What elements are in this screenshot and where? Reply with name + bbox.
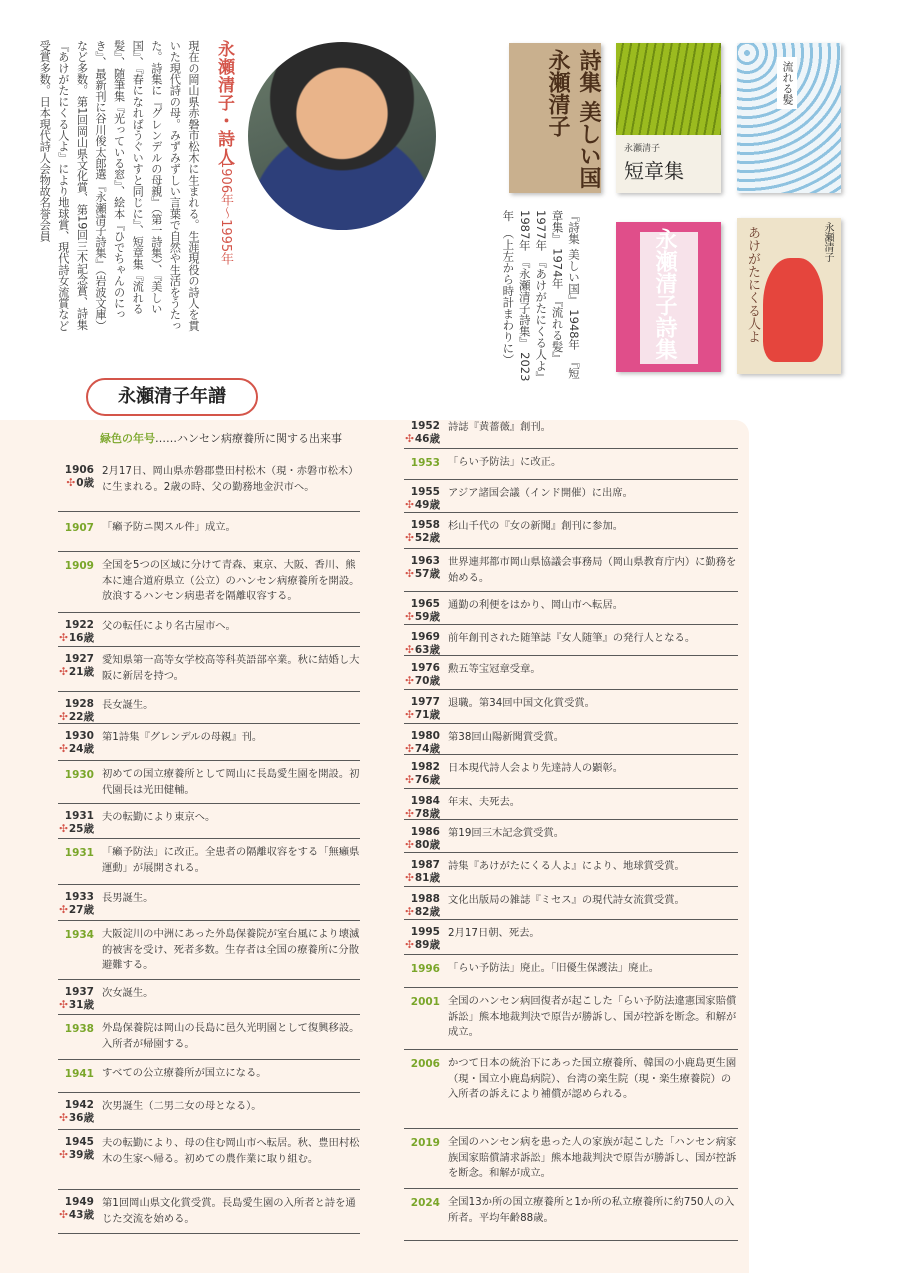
- year-text: 1987: [410, 859, 440, 871]
- age-text: ✣ 89歳: [404, 939, 440, 952]
- age-text: ✣ 82歳: [404, 906, 440, 919]
- timeline-year: [58, 560, 94, 573]
- event-text: 退職。第34回中国文化賞受賞。: [448, 697, 595, 709]
- book-cover-title: あけがたにくる人よ: [745, 226, 760, 343]
- timeline-year: [58, 769, 94, 782]
- year-text: 1927: [64, 653, 94, 665]
- timeline-year: [404, 996, 440, 1009]
- event-text: 次男誕生（二男二女の母となる）。: [102, 1100, 262, 1112]
- event-text: 「らい予防法」に改正。: [448, 456, 562, 468]
- timeline-year: [58, 730, 94, 756]
- age-text: ✣ 39歳: [58, 1149, 94, 1162]
- timeline-row: [58, 984, 360, 1015]
- event-text: 全国13か所の国立療養所と1か所の私立療養所に約750人の入所者。平均年齢88歳。: [448, 1196, 735, 1224]
- book-cover-nagareru-kami: [737, 43, 841, 193]
- timeline-row: [58, 696, 360, 724]
- year-text: 1930: [64, 769, 94, 781]
- year-text: 1931: [64, 810, 94, 822]
- year-text: 2001: [410, 996, 440, 1008]
- event-text: 「癩予防法」に改正。全患者の隔離収容をする「無癩県運動」が展開される。: [102, 846, 360, 874]
- timeline-year: [404, 598, 440, 624]
- bio-years: 1906年〜1995年: [218, 160, 233, 266]
- event-text: 長男誕生。: [102, 892, 154, 904]
- timeline-row: [404, 959, 738, 988]
- timeline-row: [58, 556, 360, 613]
- timeline-row: [404, 553, 738, 592]
- timeline-year: [404, 826, 440, 852]
- year-text: 1976: [410, 662, 440, 674]
- book-cover-title: 短章集: [624, 159, 684, 183]
- timeline-year: [404, 926, 440, 952]
- timeline-row: [404, 596, 738, 625]
- timeline-row: [58, 889, 360, 921]
- age-text: ✣ 52歳: [404, 532, 440, 545]
- event-text: 年末、夫死去。: [448, 796, 521, 808]
- timeline-year: [58, 619, 94, 645]
- event-text: 父の転任により名古屋市へ。: [102, 620, 236, 632]
- year-text: 1986: [410, 826, 440, 838]
- event-text: 長女誕生。: [102, 699, 154, 711]
- timeline-row: [58, 651, 360, 692]
- timeline-year: [58, 810, 94, 836]
- timeline-row: [58, 925, 360, 980]
- year-text: 1906: [64, 464, 94, 476]
- timeline-year: [404, 1058, 440, 1071]
- timeline-year: [404, 730, 440, 756]
- timeline-row: [58, 1134, 360, 1190]
- timeline-year: [58, 698, 94, 724]
- event-text: 外島保養院は岡山の長島に邑久光明園として復興移設。入所者が帰園する。: [102, 1022, 360, 1050]
- timeline-row: [58, 1064, 360, 1093]
- year-text: 1933: [64, 891, 94, 903]
- event-text: すべての公立療養所が国立になる。: [102, 1067, 267, 1079]
- timeline-row: [404, 1193, 738, 1241]
- event-text: 文化出版局の雑誌『ミセス』の現代詩女流賞受賞。: [448, 894, 685, 906]
- year-text: 1996: [410, 963, 440, 975]
- timeline-year: [404, 420, 440, 446]
- year-text: 1941: [64, 1068, 94, 1080]
- year-text: 1934: [64, 929, 94, 941]
- timeline-row: [404, 484, 738, 513]
- timeline-year: [404, 1137, 440, 1150]
- timeline-year: [58, 1136, 94, 1162]
- age-text: ✣ 27歳: [58, 904, 94, 917]
- year-text: 1949: [64, 1196, 94, 1208]
- age-text: ✣ 46歳: [404, 433, 440, 446]
- timeline-row: [58, 843, 360, 885]
- timeline-year: [404, 662, 440, 688]
- timeline-year: [58, 464, 94, 490]
- event-text: 「らい予防法」廃止。「旧優生保護法」廃止。: [448, 962, 660, 974]
- timeline-year: [404, 795, 440, 821]
- event-text: 通勤の利便をはかり、岡山市へ転居。: [448, 599, 624, 611]
- event-text: 第1詩集『グレンデルの母親』刊。: [102, 731, 263, 743]
- timeline-row: [58, 617, 360, 647]
- year-text: 1988: [410, 893, 440, 905]
- age-text: ✣ 24歳: [58, 743, 94, 756]
- age-text: ✣ 70歳: [404, 675, 440, 688]
- timeline-year: [58, 986, 94, 1012]
- event-text: 詩誌『黄薔薇』創刊。: [448, 421, 551, 433]
- year-text: 2019: [410, 1137, 440, 1149]
- book-cover-akegata: [737, 218, 841, 374]
- timeline-row: [404, 924, 738, 955]
- timeline-row: [404, 629, 738, 656]
- age-text: ✣ 31歳: [58, 999, 94, 1012]
- timeline-year: [404, 696, 440, 722]
- age-text: ✣ 16歳: [58, 632, 94, 645]
- timeline-row: [404, 1054, 738, 1129]
- year-text: 1965: [410, 598, 440, 610]
- event-text: 次女誕生。: [102, 987, 154, 999]
- timeline-row: [404, 660, 738, 690]
- age-text: ✣ 57歳: [404, 568, 440, 581]
- legend-green-label: 緑色の年号: [100, 432, 155, 445]
- event-text: アジア諸国会議（インド開催）に出席。: [448, 487, 633, 499]
- timeline-year: [58, 891, 94, 917]
- event-text: 大阪淀川の中洲にあった外島保養院が室台風により壊滅的被害を受け、死者多数。生存者は全国の療養所に分散避難する。: [102, 928, 360, 972]
- age-text: ✣ 76歳: [404, 774, 440, 787]
- year-text: 1977: [410, 696, 440, 708]
- book-cover-text: 詩集 美しい国 永瀬清子: [545, 49, 602, 189]
- timeline-row: [404, 759, 738, 789]
- timeline-year: [404, 486, 440, 512]
- age-text: ✣ 25歳: [58, 823, 94, 836]
- year-text: 1980: [410, 730, 440, 742]
- legend-text: ……ハンセン病療養所に関する出来事: [155, 432, 342, 445]
- year-text: 2006: [410, 1058, 440, 1070]
- event-text: 日本現代詩人会より先達詩人の顕彰。: [448, 762, 624, 774]
- year-text: 1963: [410, 555, 440, 567]
- year-text: 1907: [64, 522, 94, 534]
- timeline-row: [404, 418, 738, 449]
- event-text: 世界連邦都市岡山県協議会事務局（岡山県教育庁内）に勤務を始める。: [448, 556, 737, 584]
- event-text: 前年創刊された随筆誌『女人随筆』の発行人となる。: [448, 632, 696, 644]
- age-text: ✣ 21歳: [58, 666, 94, 679]
- event-text: 詩集『あけがたにくる人よ』により、地球賞受賞。: [448, 860, 685, 872]
- timeline-row: [58, 1097, 360, 1130]
- timeline-row: [58, 1019, 360, 1060]
- event-text: かつて日本の統治下にあった国立療養所、韓国の小鹿島更生園（現・国立小鹿島病院）、台湾の楽生院（現・楽生療養院）の入所者の訴えにより補償が認められる。: [448, 1057, 737, 1101]
- age-text: ✣ 49歳: [404, 499, 440, 512]
- timeline-row: [404, 992, 738, 1050]
- event-text: 初めての国立療養所として岡山に長島愛生園を開設。初代園長は光田健輔。: [102, 768, 360, 796]
- timeline-row: [404, 824, 738, 853]
- timeline-row: [58, 808, 360, 839]
- book-cover-title: 流れる髪: [777, 57, 797, 109]
- timeline-year: [58, 929, 94, 942]
- age-text: ✣ 71歳: [404, 709, 440, 722]
- timeline-year: [404, 1197, 440, 1210]
- book-cover-nagase-kiyoko-shishuu: [616, 222, 721, 372]
- timeline-row: [404, 857, 738, 887]
- event-text: 「癩予防ニ関スル件」成立。: [102, 521, 236, 533]
- timeline-year: [58, 1196, 94, 1222]
- year-text: 1958: [410, 519, 440, 531]
- age-text: ✣ 22歳: [58, 711, 94, 724]
- age-text: ✣ 36歳: [58, 1112, 94, 1125]
- age-text: ✣ 81歳: [404, 872, 440, 885]
- year-text: 1945: [64, 1136, 94, 1148]
- age-text: ✣ 43歳: [58, 1209, 94, 1222]
- year-text: 1938: [64, 1023, 94, 1035]
- year-text: 1922: [64, 619, 94, 631]
- timeline-row: [404, 728, 738, 755]
- event-text: 2月17日、岡山県赤磐郡豊田村松木（現・赤磐市松木）に生まれる。2歳の時、父の勤務地金沢市へ。: [102, 465, 359, 493]
- event-text: 第1回岡山県文化賞受賞。長島愛生園の入所者と詩を通じた交流を始める。: [102, 1197, 356, 1225]
- timeline-row: [404, 891, 738, 920]
- event-text: 愛知県第一高等女学校高等科英語部卒業。秋に結婚し大阪に新居を持つ。: [102, 654, 360, 682]
- timeline-year: [58, 522, 94, 535]
- year-text: 1909: [64, 560, 94, 572]
- year-text: 1955: [410, 486, 440, 498]
- book-cover-pattern: [616, 43, 721, 135]
- timeline-row: [58, 728, 360, 761]
- event-text: 全国を5つの区域に分けて青森、東京、大阪、香川、熊本に連合道府県立（公立）のハンセン病療養所を開設。放浪するハンセン病患者を隔離収容する。: [102, 559, 360, 603]
- age-text: ✣ 63歳: [404, 644, 440, 657]
- year-text: 1982: [410, 761, 440, 773]
- book-cover-author: 永瀬清子: [822, 222, 833, 262]
- timeline-year: [58, 1099, 94, 1125]
- bio-title: 永瀬清子・詩人: [214, 40, 234, 166]
- year-text: 1995: [410, 926, 440, 938]
- bio-body: 現在の岡山県赤磐市松木に生まれる。生涯現役の詩人を貫いた現代詩の母。みずみずしい言葉で自然や生活をうたった。詩集に『グレンデルの母親』（第一詩集）、『美しい国』、『春になればうぐいすと同じに』、短章集『流れる髪』、随筆集『光っている窓』、絵本『ひでちゃんのにっき』、最新刊に谷川俊太郎選『永瀬清子詩集』（岩波文庫）など多数。第1回岡山県文化賞、第19回三木記念賞、詩集『あけがたにくる人よ』により地球賞、現代詩女流賞など受賞多数。日本現代詩人会物故名誉会員: [38, 40, 200, 332]
- year-text: 1942: [64, 1099, 94, 1111]
- book-cover-figure: [763, 258, 823, 362]
- year-text: 1953: [410, 457, 440, 469]
- timeline-year: [404, 457, 440, 470]
- book-cover-tanshoushuu: [616, 43, 721, 193]
- age-text: ✣ 78歳: [404, 808, 440, 821]
- timeline-year: [404, 555, 440, 581]
- event-text: 全国のハンセン病回復者が起こした「らい予防法違憲国家賠償訴訟」熊本地裁判決で原告が勝訴し、国が控訴を断念。和解が成立。: [448, 995, 737, 1039]
- event-text: 夫の転勤により、母の住む岡山市へ転居。秋、豊田村松木の生家へ帰る。初めての農作業に取り組む。: [102, 1137, 360, 1165]
- books-caption: 『詩集 美しい国』 1948年 『短章集』 1974年 『流れる髪』 1977年 『あけがたにくる人よ』 1987年 『永瀬清子詩集』 2023年 （上左から時計まわりに）: [501, 210, 581, 384]
- age-text: ✣ 74歳: [404, 743, 440, 756]
- book-cover-utsukushii-kuni: [509, 43, 601, 193]
- age-text: ✣ 59歳: [404, 611, 440, 624]
- event-text: 第19回三木記念賞受賞。: [448, 827, 565, 839]
- year-text: 1931: [64, 847, 94, 859]
- timeline-row: [58, 462, 360, 512]
- year-text: 1928: [64, 698, 94, 710]
- event-text: 2月17日朝、死去。: [448, 927, 540, 939]
- timeline-row: [58, 765, 360, 804]
- year-text: 1930: [64, 730, 94, 742]
- timeline-legend: [100, 430, 342, 446]
- timeline-row: [404, 1133, 738, 1189]
- timeline-row: [404, 793, 738, 820]
- year-text: 2024: [410, 1197, 440, 1209]
- book-cover-title: 永瀬清子詩集: [652, 228, 678, 360]
- timeline-year: [58, 1023, 94, 1036]
- event-text: 第38回山陽新聞賞受賞。: [448, 731, 565, 743]
- timeline-year: [58, 847, 94, 860]
- timeline-year: [404, 963, 440, 976]
- age-text: ✣ 80歳: [404, 839, 440, 852]
- event-text: 勲五等宝冠章受章。: [448, 663, 541, 675]
- timeline-year: [58, 653, 94, 679]
- age-text: ✣ 0歳: [58, 477, 94, 490]
- book-cover-author: 永瀬清子: [624, 144, 661, 154]
- year-text: 1969: [410, 631, 440, 643]
- timeline-row: [404, 453, 738, 480]
- timeline-row: [404, 694, 738, 724]
- timeline-year: [58, 1068, 94, 1081]
- year-text: 1937: [64, 986, 94, 998]
- timeline-year: [404, 893, 440, 919]
- event-text: 杉山千代の『女の新聞』創刊に参加。: [448, 520, 624, 532]
- portrait-photo: [248, 42, 436, 230]
- timeline-year: [404, 761, 440, 787]
- timeline-row: [58, 1194, 360, 1234]
- year-text: 1984: [410, 795, 440, 807]
- event-text: 全国のハンセン病を患った人の家族が起こした「ハンセン病家族国家賠償請求訴訟」熊本地裁判決で原告が勝訴し、国が控訴を断念。和解が成立。: [448, 1136, 737, 1180]
- timeline-year: [404, 519, 440, 545]
- timeline-year: [404, 631, 440, 657]
- year-text: 1952: [410, 420, 440, 432]
- timeline-title: 永瀬清子年譜: [86, 378, 258, 416]
- event-text: 夫の転勤により東京へ。: [102, 811, 216, 823]
- timeline-row: [404, 517, 738, 549]
- timeline-row: [58, 518, 360, 552]
- timeline-year: [404, 859, 440, 885]
